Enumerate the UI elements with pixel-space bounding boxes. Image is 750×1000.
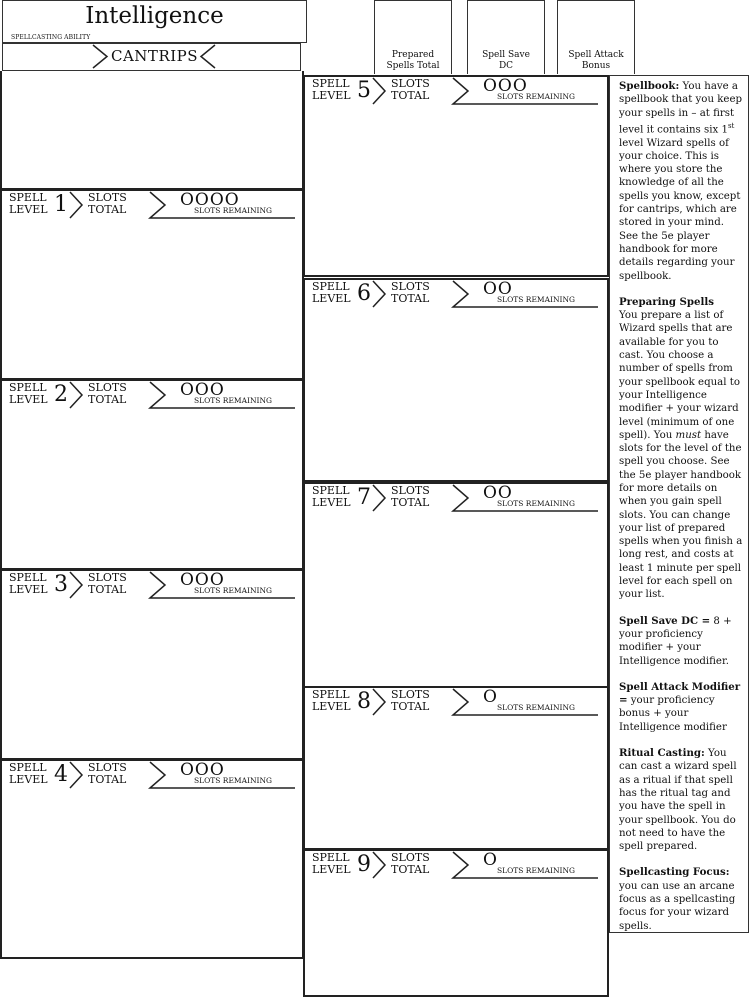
slot-circles[interactable]: OO xyxy=(483,279,513,299)
slot-circles[interactable]: OOO xyxy=(483,76,528,96)
slots-remaining-label: SLOTS REMAINING xyxy=(497,499,576,508)
spell-attack-modifier-rule: Spell Attack Modifier = your proficiency bonus + your Intelligence modifier xyxy=(619,680,741,733)
spell-level-number: 6 xyxy=(357,281,371,306)
spell-level-9-header xyxy=(303,849,609,880)
spellcasting-focus-rule: Spellcasting Focus: you can use an arcane focus as a spellcasting focus for your wizard spells. xyxy=(619,866,736,932)
spellcasting-ability-box[interactable] xyxy=(2,0,307,43)
spell-level-8-header xyxy=(303,686,609,717)
spell-save-dc-rule: Spell Save DC = 8 + your proficiency modifier + your Intelligence modifier. xyxy=(619,614,732,667)
spell-level-2-header xyxy=(0,379,304,410)
spell-attack-bonus-box[interactable] xyxy=(557,0,635,74)
spellbook-rule: Spellbook: You have a spellbook that you keep your spells in – at first level it contains six 1st level Wizard spells of your choice. This is where you store the knowledge of all the spells you know, except for cantrips, which are stored in your mind. See the 5e player handbook for more details regarding your spellbook. xyxy=(619,80,742,282)
spell-level-6-header xyxy=(303,278,609,309)
spell-level-label: SPELL LEVEL xyxy=(312,77,351,102)
ritual-casting-rule: Ritual Casting: You can cast a wizard spell as a ritual if that spell has the ritual tag and you have the spell in your spellbook. You do not need to have the spell prepared. xyxy=(619,747,737,853)
slots-total-label[interactable]: SLOTS TOTAL xyxy=(391,77,430,102)
slots-remaining-label: SLOTS REMAINING xyxy=(194,206,273,215)
slots-total-label[interactable]: SLOTS TOTAL xyxy=(391,851,430,876)
spell-level-3-header xyxy=(0,569,304,600)
slots-total-label[interactable]: SLOTS TOTAL xyxy=(391,484,430,509)
slot-circles[interactable]: OOOO xyxy=(180,190,240,210)
spell-level-number: 1 xyxy=(54,192,68,217)
spell-level-label: SPELL LEVEL xyxy=(9,761,48,786)
slot-circles[interactable]: OO xyxy=(483,483,513,503)
spell-level-5-header xyxy=(303,75,609,106)
slots-total-label[interactable]: SLOTS TOTAL xyxy=(88,381,127,406)
spell-save-dc-label: Spell Save DC xyxy=(482,50,530,71)
spell-level-number: 2 xyxy=(54,382,68,407)
slots-remaining-label: SLOTS REMAINING xyxy=(194,586,273,595)
slots-total-label[interactable]: SLOTS TOTAL xyxy=(391,280,430,305)
level-3-spell-list[interactable] xyxy=(0,599,304,760)
cantrips-list-area[interactable] xyxy=(0,71,304,190)
spell-level-label: SPELL LEVEL xyxy=(312,280,351,305)
slots-total-label[interactable]: SLOTS TOTAL xyxy=(391,688,430,713)
slot-circles[interactable]: OOO xyxy=(180,380,225,400)
slots-remaining-label: SLOTS REMAINING xyxy=(194,776,273,785)
slots-remaining-label: SLOTS REMAINING xyxy=(497,295,576,304)
spell-level-label: SPELL LEVEL xyxy=(312,688,351,713)
slots-total-label[interactable]: SLOTS TOTAL xyxy=(88,571,127,596)
cantrips-label: CANTRIPS xyxy=(111,47,199,65)
slots-remaining-label: SLOTS REMAINING xyxy=(497,92,576,101)
spell-level-number: 3 xyxy=(54,572,68,597)
spell-save-dc-box[interactable] xyxy=(467,0,545,74)
level-8-spell-list[interactable] xyxy=(303,716,609,850)
spell-level-number: 8 xyxy=(357,689,371,714)
spell-level-label: SPELL LEVEL xyxy=(9,571,48,596)
spell-level-label: SPELL LEVEL xyxy=(312,484,351,509)
spell-level-number: 4 xyxy=(54,762,68,787)
spell-attack-bonus-label: Spell Attack Bonus xyxy=(568,50,624,71)
slot-circles[interactable]: O xyxy=(483,850,498,870)
slot-circles[interactable]: OOO xyxy=(180,760,225,780)
spell-level-label: SPELL LEVEL xyxy=(9,381,48,406)
spell-level-label: SPELL LEVEL xyxy=(312,851,351,876)
level-7-spell-list[interactable] xyxy=(303,512,609,688)
slots-total-label[interactable]: SLOTS TOTAL xyxy=(88,191,127,216)
spell-level-number: 7 xyxy=(357,485,371,510)
spell-level-number: 9 xyxy=(357,852,371,877)
spellcasting-ability-value: Intelligence xyxy=(85,3,224,29)
level-1-spell-list[interactable] xyxy=(0,219,304,380)
level-2-spell-list[interactable] xyxy=(0,409,304,570)
level-6-spell-list[interactable] xyxy=(303,308,609,482)
cantrips-banner xyxy=(2,43,301,71)
prepared-spells-total-box[interactable] xyxy=(374,0,452,74)
preparing-spells-rule: Preparing Spells You prepare a list of Wizard spells that are available for you to cast. You choose a number of spells from your spellbook equal to your Intelligence modifier + your wizard level (minimum of one spell). You must have slots for the level of the spell you choose. See the 5e player handbook for more details on when you gain spell slots. You can change your list of prepared spells when you finish a long rest, and costs at least 1 minute per spell level for each spell on your list. xyxy=(619,295,743,601)
level-5-spell-list[interactable] xyxy=(303,105,609,277)
slots-remaining-label: SLOTS REMAINING xyxy=(497,703,576,712)
level-9-spell-list[interactable] xyxy=(303,879,609,997)
spell-level-label: SPELL LEVEL xyxy=(9,191,48,216)
spell-level-7-header xyxy=(303,482,609,513)
slot-circles[interactable]: O xyxy=(483,687,498,707)
wizard-rules-text xyxy=(609,75,749,933)
spell-level-number: 5 xyxy=(357,78,371,103)
slot-circles[interactable]: OOO xyxy=(180,570,225,590)
spell-level-1-header xyxy=(0,189,304,220)
level-4-spell-list[interactable] xyxy=(0,789,304,959)
spellcasting-ability-label: SPELLCASTING ABILITY xyxy=(11,34,91,41)
slots-total-label[interactable]: SLOTS TOTAL xyxy=(88,761,127,786)
slots-remaining-label: SLOTS REMAINING xyxy=(497,866,576,875)
spell-level-4-header xyxy=(0,759,304,790)
slots-remaining-label: SLOTS REMAINING xyxy=(194,396,273,405)
prepared-spells-total-label: Prepared Spells Total xyxy=(386,50,440,71)
